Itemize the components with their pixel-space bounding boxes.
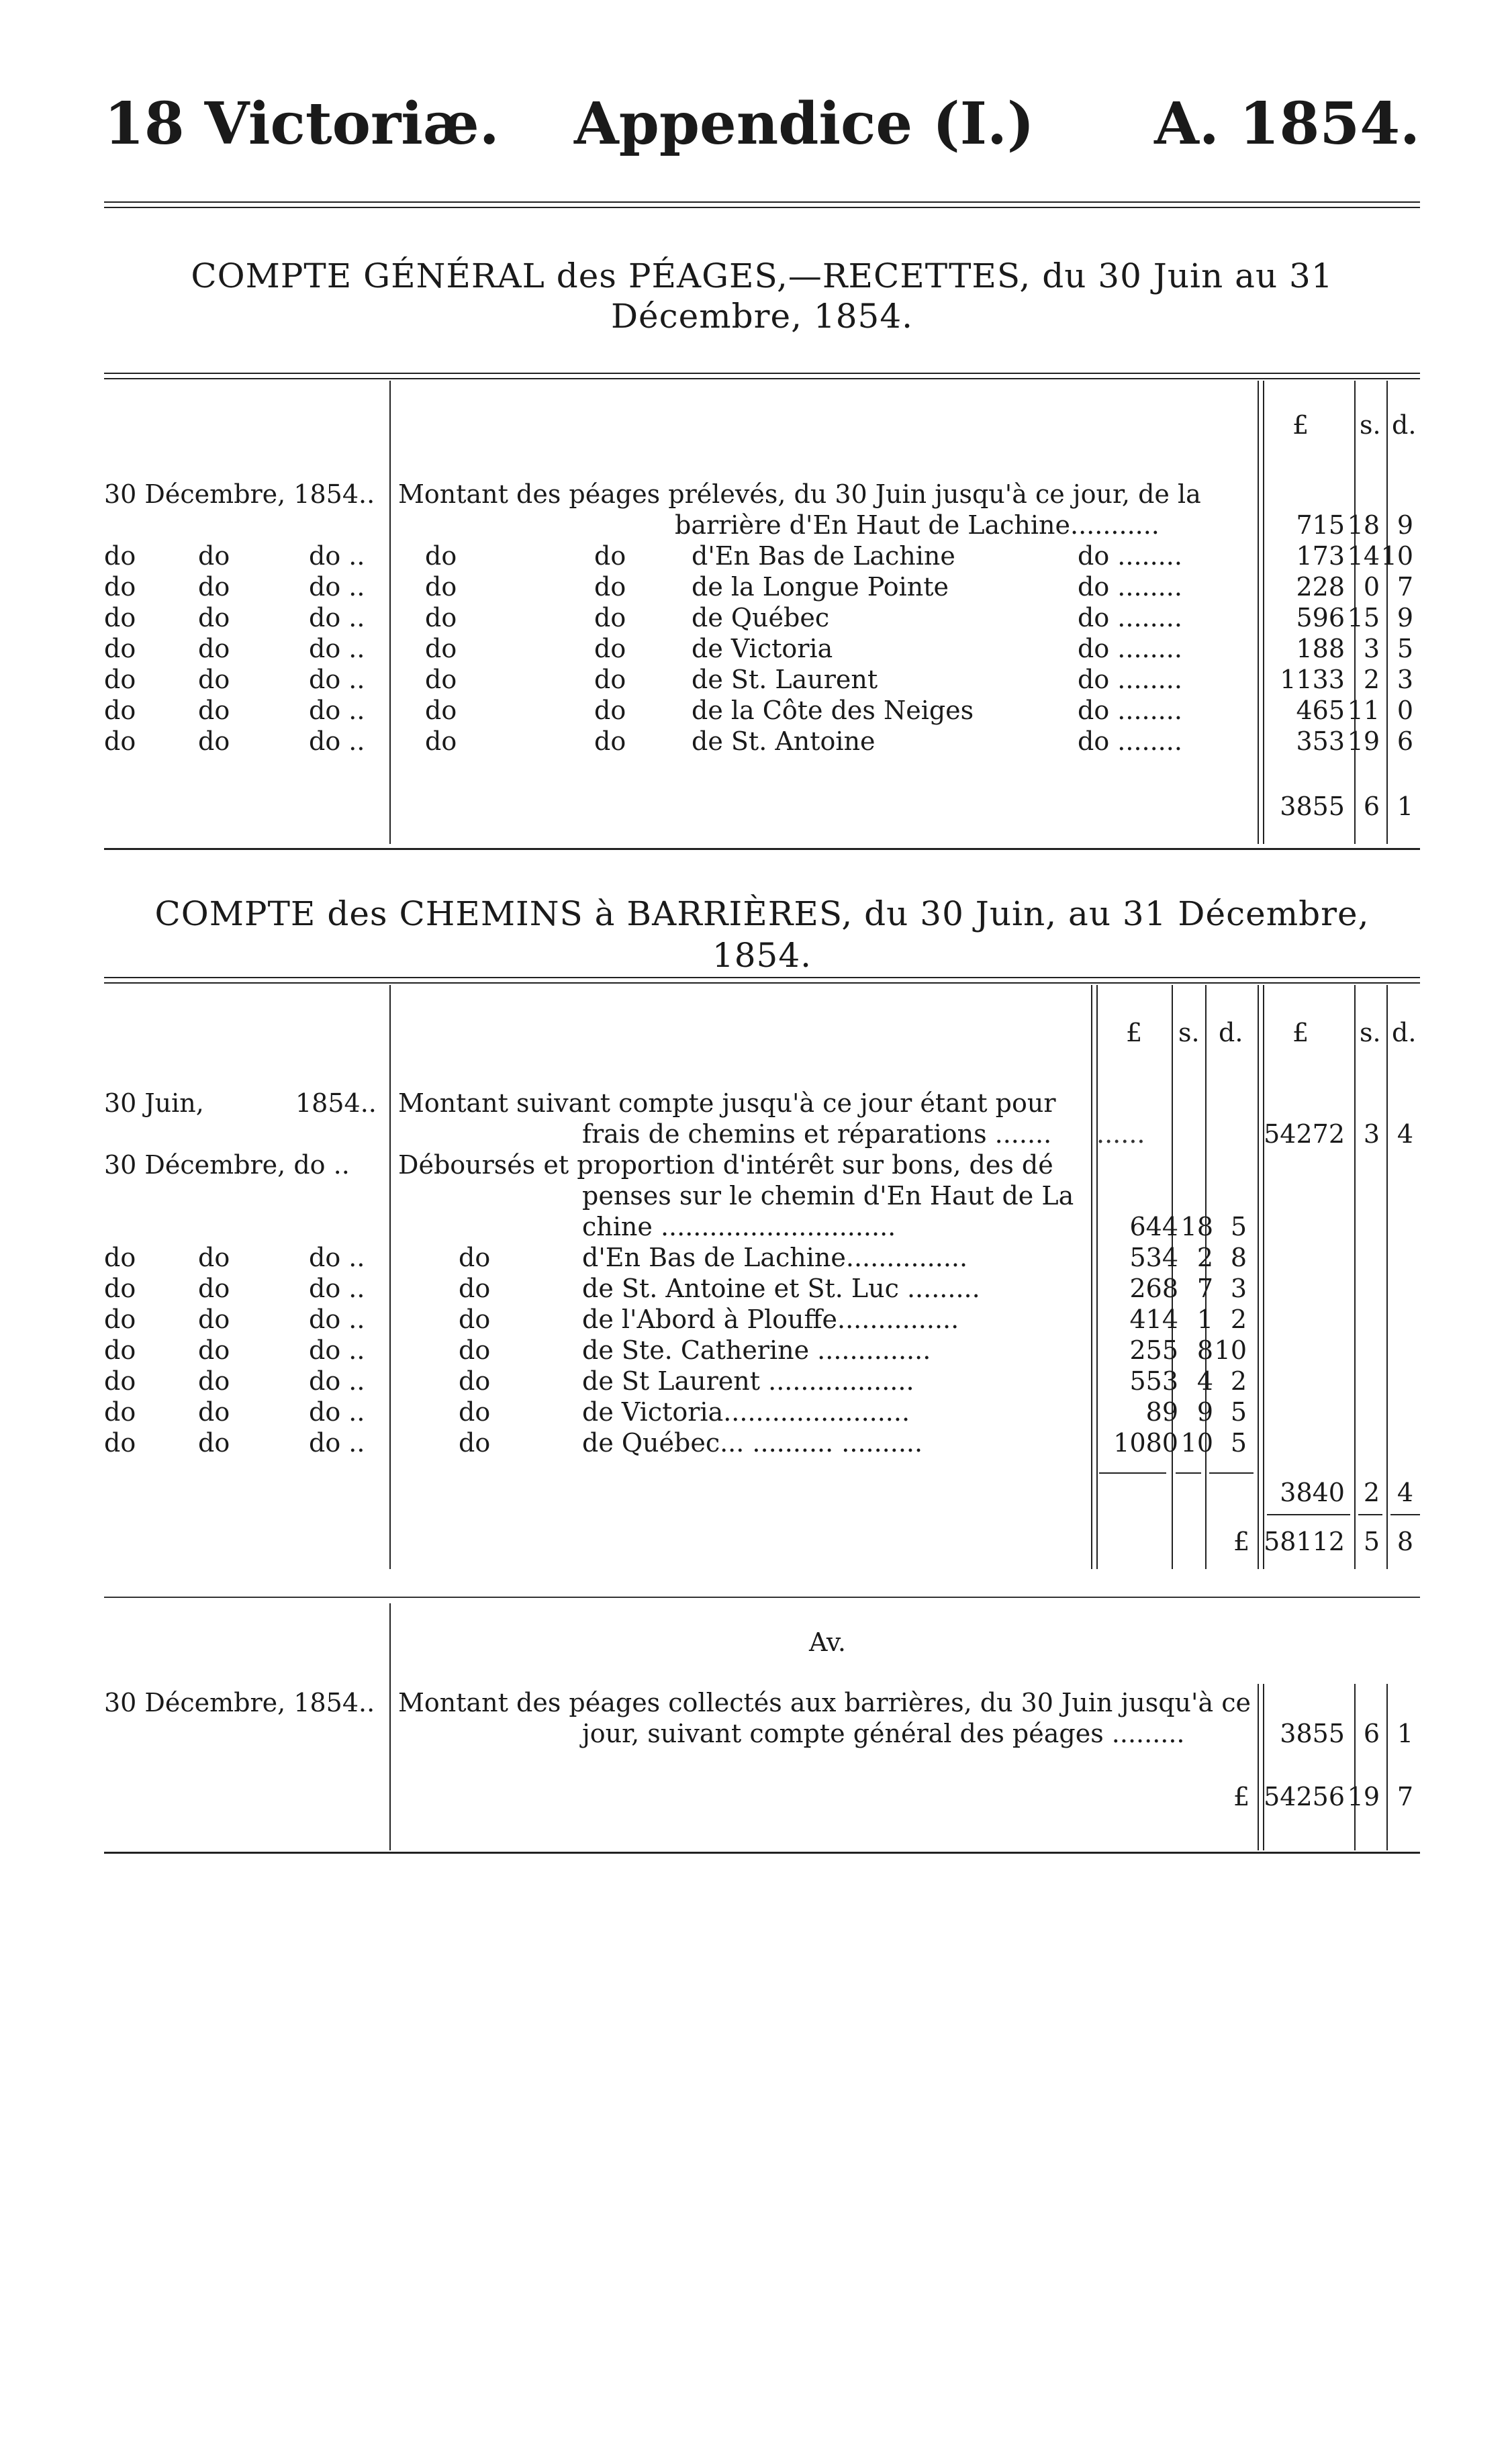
col-do: do: [198, 1274, 230, 1303]
ditto-ref: do ........: [1078, 541, 1182, 571]
col-do: do ..: [309, 1305, 365, 1334]
col-do: do: [104, 1397, 136, 1427]
pounds: 255: [1129, 1335, 1178, 1365]
pence: 10: [1214, 1335, 1247, 1365]
col-do: do: [198, 1397, 230, 1427]
table2-second-row-cont2: [104, 1211, 1420, 1242]
total-shillings: 5: [1363, 1527, 1380, 1556]
pence: 8: [1230, 1243, 1247, 1272]
col-do: do ..: [309, 603, 365, 632]
place-name: de la Côte des Neiges: [692, 696, 974, 725]
pence: 9: [1397, 603, 1413, 632]
col-do: do: [459, 1428, 491, 1458]
col-shillings: s.: [1360, 410, 1381, 440]
table-row: [104, 1427, 1420, 1458]
date: 30 Décembre, 1854..: [104, 1688, 375, 1717]
table-row: [104, 726, 1420, 757]
ditto-ref: do ........: [1078, 634, 1182, 663]
col-do: do: [594, 726, 626, 756]
credit-heading: Av.: [809, 1627, 846, 1657]
col-pounds-b: £: [1292, 1018, 1309, 1047]
table-row: [104, 1366, 1420, 1397]
col-do: do: [425, 634, 457, 663]
table-row: [104, 1242, 1420, 1273]
col-do: do: [104, 1305, 136, 1334]
place-name: de Victoria: [692, 634, 833, 663]
table2-first-row-cont: [104, 1119, 1420, 1149]
pounds: 596: [1296, 603, 1345, 632]
table1-header-row: [104, 410, 1420, 440]
place-name: de Québec... .......... ..........: [582, 1428, 923, 1458]
col-do: do: [104, 541, 136, 571]
col-do: do: [459, 1397, 491, 1427]
place-name: de St. Laurent: [692, 665, 878, 694]
place-name: de St. Antoine et St. Luc .........: [582, 1274, 980, 1303]
pence: 1: [1397, 1719, 1413, 1748]
col-do: do: [198, 1243, 230, 1272]
pounds: 228: [1296, 572, 1345, 602]
header-rule: [104, 201, 1420, 208]
pence: 3: [1397, 665, 1413, 694]
title-turnpike-roads: COMPTE des CHEMINS à BARRIÈRES, du 30 Juin, au 31 Décembre, 1854.: [154, 894, 1370, 975]
pence: 2: [1230, 1366, 1247, 1396]
col-do: do ..: [309, 1397, 365, 1427]
total-pounds: 54256: [1264, 1782, 1345, 1811]
ditto-ref: do ........: [1078, 726, 1182, 756]
description: Déboursés et proportion d'intérêt sur bons, des dé: [398, 1150, 1053, 1180]
col-do: do: [594, 603, 626, 632]
col-pounds-a: £: [1126, 1018, 1143, 1047]
col-shillings-a: s.: [1178, 1018, 1200, 1047]
pounds: 54272: [1264, 1119, 1345, 1149]
place-name: de Ste. Catherine ..............: [582, 1335, 931, 1365]
col-do: do: [459, 1366, 491, 1396]
pounds: 268: [1129, 1274, 1178, 1303]
table-row: [104, 1397, 1420, 1427]
date: 30 Juin,: [104, 1088, 204, 1118]
col-do: do ..: [309, 1335, 365, 1365]
table-row: [104, 695, 1420, 726]
description: chine .............................: [582, 1212, 896, 1241]
pounds: 465: [1296, 696, 1345, 725]
currency-symbol: £: [1233, 1527, 1250, 1556]
subtotal-pounds: 3840: [1280, 1478, 1345, 1507]
pounds: 414: [1129, 1305, 1178, 1334]
shillings: 8: [1196, 1335, 1213, 1365]
table-row: [104, 602, 1420, 633]
description: penses sur le chemin d'En Haut de La: [582, 1181, 1074, 1211]
col-do: do ..: [309, 634, 365, 663]
col-do: do ..: [309, 541, 365, 571]
table2-second-row-cont: [104, 1180, 1420, 1211]
pounds: 353: [1296, 726, 1345, 756]
header-right: A. 1854.: [1154, 90, 1420, 158]
pence: 9: [1397, 510, 1413, 540]
col-do: do: [198, 541, 230, 571]
pounds: 553: [1129, 1366, 1178, 1396]
pence: 5: [1230, 1212, 1247, 1241]
description: Montant des péages collectés aux barrières, du 30 Juin jusqu'à ce: [398, 1688, 1251, 1717]
total-pence: 1: [1397, 792, 1413, 821]
date: 30 Décembre, 1854..: [104, 479, 375, 509]
col-do: do: [425, 696, 457, 725]
place-name: de la Longue Pointe: [692, 572, 949, 602]
col-do: do: [104, 726, 136, 756]
shillings: 18: [1347, 510, 1380, 540]
pounds: 715: [1296, 510, 1345, 540]
col-do: do: [459, 1335, 491, 1365]
col-do: do: [198, 1305, 230, 1334]
shillings: 10: [1180, 1428, 1213, 1458]
pence: 5: [1230, 1428, 1247, 1458]
table-row: [104, 1335, 1420, 1366]
pounds: 89: [1145, 1397, 1178, 1427]
pence: 0: [1397, 696, 1413, 725]
col-do: do: [198, 665, 230, 694]
total-shillings: 6: [1363, 792, 1380, 821]
col-do: do: [104, 1274, 136, 1303]
title-general-account-line2: Décembre, 1854.: [610, 297, 914, 336]
description: Montant suivant compte jusqu'à ce jour étant pour: [398, 1088, 1056, 1118]
table-row: [104, 540, 1420, 571]
total-pounds: 58112: [1264, 1527, 1345, 1556]
shillings: 2: [1363, 665, 1380, 694]
shillings: 1: [1196, 1305, 1213, 1334]
ditto-ref: do ........: [1078, 572, 1182, 602]
shillings: 4: [1196, 1366, 1213, 1396]
col-do: do: [104, 1428, 136, 1458]
pounds: 188: [1296, 634, 1345, 663]
ditto-ref: do ........: [1078, 696, 1182, 725]
table1-first-row: [104, 479, 1420, 510]
total-shillings: 19: [1347, 1782, 1380, 1811]
pence: 2: [1230, 1305, 1247, 1334]
table-row: [104, 664, 1420, 695]
currency-symbol: £: [1233, 1782, 1250, 1811]
total-pence: 8: [1397, 1527, 1413, 1556]
col-do: do: [104, 1243, 136, 1272]
title-general-account-line1: COMPTE GÉNÉRAL des PÉAGES,—RECETTES, du 30 Juin au 31: [191, 256, 1333, 295]
shillings: 2: [1196, 1243, 1213, 1272]
col-do: do: [104, 603, 136, 632]
col-do: do ..: [309, 726, 365, 756]
col-pounds: £: [1292, 410, 1309, 440]
total-pounds: 3855: [1280, 792, 1345, 821]
col-do: do ..: [309, 1366, 365, 1396]
table1-first-row-cont: [104, 510, 1420, 540]
leader-dots: ......: [1096, 1119, 1145, 1149]
description: barrière d'En Haut de Lachine...........: [675, 510, 1160, 540]
shillings: 15: [1347, 603, 1380, 632]
col-do: do: [594, 541, 626, 571]
col-do: do: [425, 572, 457, 602]
header-left: 18 Victoriæ.: [104, 90, 500, 158]
table2-total-row: [104, 1526, 1420, 1557]
subtotal-pence: 4: [1397, 1478, 1413, 1507]
col-do: do: [104, 696, 136, 725]
col-do: do: [104, 572, 136, 602]
col-do: do: [104, 634, 136, 663]
col-do: do: [198, 696, 230, 725]
col-shillings-b: s.: [1360, 1018, 1381, 1047]
pence: 5: [1397, 634, 1413, 663]
credit-row: [104, 1687, 1420, 1718]
place-name: d'En Bas de Lachine...............: [582, 1243, 968, 1272]
pence: 3: [1230, 1274, 1247, 1303]
pounds: 1080: [1113, 1428, 1178, 1458]
shillings: 0: [1363, 572, 1380, 602]
col-do: do ..: [309, 1274, 365, 1303]
shillings: 3: [1363, 1119, 1380, 1149]
col-do: do: [459, 1274, 491, 1303]
col-do: do ..: [309, 665, 365, 694]
place-name: de Victoria.......................: [582, 1397, 910, 1427]
col-do: do: [425, 665, 457, 694]
shillings: 18: [1180, 1212, 1213, 1241]
col-pence: d.: [1392, 410, 1417, 440]
description: frais de chemins et réparations .......: [582, 1119, 1052, 1149]
pence: 10: [1380, 541, 1413, 571]
place-name: de St. Antoine: [692, 726, 876, 756]
shillings: 7: [1196, 1274, 1213, 1303]
table-row: [104, 633, 1420, 664]
shillings: 11: [1347, 696, 1380, 725]
col-do: do: [104, 665, 136, 694]
col-do: do: [459, 1305, 491, 1334]
subtotal-shillings: 2: [1363, 1478, 1380, 1507]
shillings: 14: [1347, 541, 1380, 571]
col-do: do: [425, 726, 457, 756]
col-pence-a: d.: [1219, 1018, 1243, 1047]
header-center: Appendice (I.): [574, 90, 1035, 158]
col-do: do: [104, 1366, 136, 1396]
col-pence-b: d.: [1392, 1018, 1417, 1047]
pounds: 3855: [1280, 1719, 1345, 1748]
shillings: 3: [1363, 634, 1380, 663]
table2-subtotal-row: [104, 1477, 1420, 1508]
year: 1854..: [295, 1088, 377, 1118]
credit-row-cont: [104, 1718, 1420, 1749]
col-do: do: [594, 634, 626, 663]
col-do: do: [104, 1335, 136, 1365]
col-do: do: [594, 572, 626, 602]
col-do: do: [594, 696, 626, 725]
pence: 5: [1230, 1397, 1247, 1427]
col-do: do: [425, 541, 457, 571]
place-name: de St Laurent ..................: [582, 1366, 914, 1396]
pence: 4: [1397, 1119, 1413, 1149]
pounds: 173: [1296, 541, 1345, 571]
total-pence: 7: [1397, 1782, 1413, 1811]
credit-heading-row: [104, 1627, 1420, 1658]
shillings: 19: [1347, 726, 1380, 756]
col-do: do: [198, 572, 230, 602]
pence: 7: [1397, 572, 1413, 602]
pounds: 644: [1129, 1212, 1178, 1241]
col-do: do ..: [309, 1243, 365, 1272]
col-do: do: [198, 1366, 230, 1396]
table1-total-row: [104, 791, 1420, 822]
place-name: de Québec: [692, 603, 830, 632]
col-do: do: [198, 726, 230, 756]
ditto-ref: do ........: [1078, 665, 1182, 694]
ditto-ref: do ........: [1078, 603, 1182, 632]
description: Montant des péages prélevés, du 30 Juin jusqu'à ce jour, de la: [398, 479, 1201, 509]
shillings: 6: [1363, 1719, 1380, 1748]
pence: 6: [1397, 726, 1413, 756]
col-do: do: [198, 634, 230, 663]
table-row: [104, 1304, 1420, 1335]
col-do: do ..: [309, 1428, 365, 1458]
description: jour, suivant compte général des péages .........: [582, 1719, 1185, 1748]
pounds: 1133: [1280, 665, 1345, 694]
place-name: de l'Abord à Plouffe...............: [582, 1305, 959, 1334]
date: 30 Décembre, do ..: [104, 1150, 350, 1180]
col-do: do ..: [309, 696, 365, 725]
col-do: do: [425, 603, 457, 632]
col-do: do: [198, 1335, 230, 1365]
table2-second-row: [104, 1149, 1420, 1180]
table2-header-row: [104, 1017, 1420, 1048]
col-do: do: [459, 1243, 491, 1272]
shillings: 9: [1196, 1397, 1213, 1427]
table-row: [104, 1273, 1420, 1304]
col-do: do: [198, 1428, 230, 1458]
col-do: do: [198, 603, 230, 632]
col-do: do ..: [309, 572, 365, 602]
col-do: do: [594, 665, 626, 694]
credit-total-row: [104, 1781, 1420, 1812]
place-name: d'En Bas de Lachine: [692, 541, 955, 571]
pounds: 534: [1129, 1243, 1178, 1272]
table2-first-row: [104, 1088, 1420, 1119]
table-row: [104, 571, 1420, 602]
page-header: [104, 91, 1420, 164]
